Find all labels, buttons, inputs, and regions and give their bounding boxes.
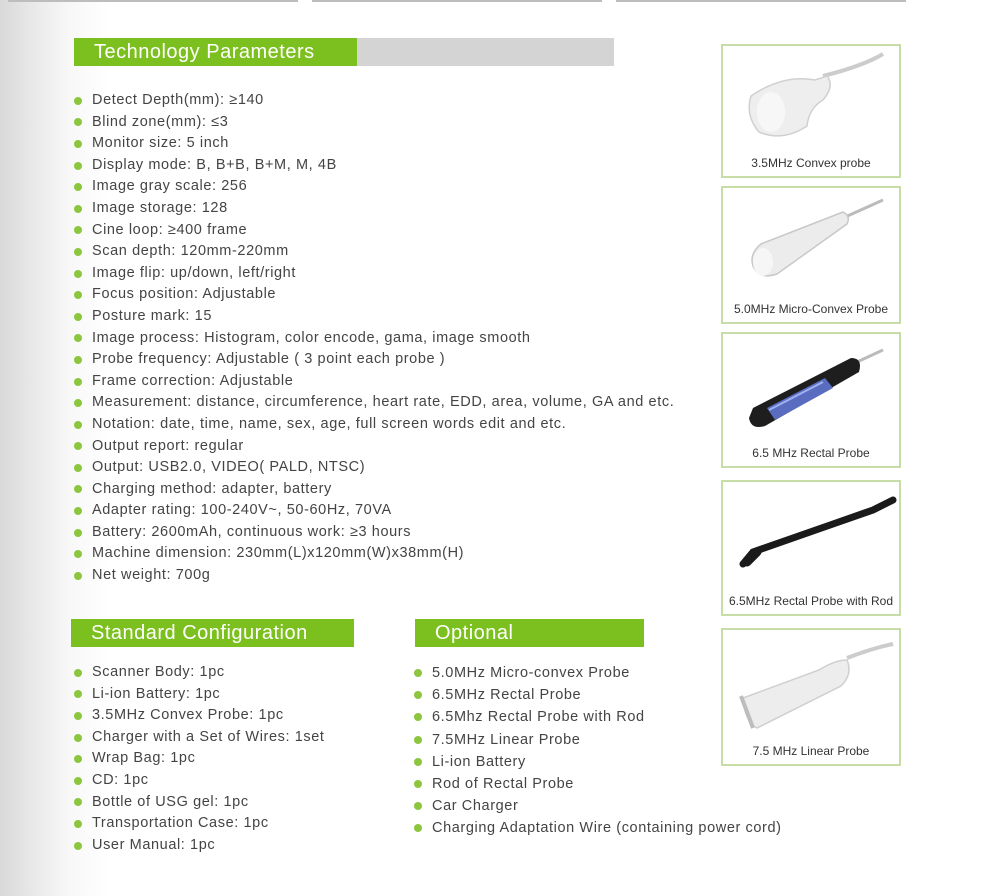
list-item-text: 6.5Mhz Rectal Probe with Rod	[432, 709, 645, 726]
list-item-text: 3.5MHz Convex Probe: 1pc	[92, 707, 284, 724]
optional-header	[415, 619, 644, 647]
list-item-text: Scan depth: 120mm-220mm	[92, 243, 289, 260]
list-item-text: 7.5MHz Linear Probe	[432, 731, 581, 748]
list-item-text: Charging method: adapter, battery	[92, 480, 332, 497]
bullet-icon	[414, 691, 422, 699]
list-item	[74, 543, 674, 565]
header-grey-bar	[357, 38, 614, 66]
list-item-text: CD: 1pc	[92, 771, 149, 788]
list-item	[74, 835, 325, 857]
bullet-icon	[74, 270, 82, 278]
list-item	[74, 522, 674, 544]
bullet-icon	[74, 248, 82, 256]
bullet-icon	[74, 442, 82, 450]
list-item-text: Image gray scale: 256	[92, 178, 248, 195]
list-item	[74, 133, 674, 155]
list-item-text: Monitor size: 5 inch	[92, 135, 229, 152]
list-item-text: Li-ion Battery: 1pc	[92, 685, 221, 702]
standard-list	[74, 662, 325, 856]
list-item	[74, 662, 325, 684]
bullet-icon	[414, 780, 422, 788]
bullet-icon	[74, 334, 82, 342]
list-item	[74, 198, 674, 220]
list-item	[74, 155, 674, 177]
bullet-icon	[74, 798, 82, 806]
probe-caption: 6.5 MHz Rectal Probe	[752, 446, 870, 460]
top-rule-right	[616, 0, 906, 2]
list-item-text: Adapter rating: 100-240V~, 50-60Hz, 70VA	[92, 502, 392, 519]
list-item-text: Output report: regular	[92, 437, 244, 454]
list-item	[414, 773, 782, 795]
list-item	[74, 705, 325, 727]
list-item	[74, 349, 674, 371]
list-item	[74, 176, 674, 198]
rectal-probe-rod-icon	[723, 482, 899, 592]
micro-convex-probe-icon	[723, 188, 899, 298]
header-title: Technology Parameters	[74, 38, 357, 66]
bullet-icon	[74, 529, 82, 537]
list-item-text: Blind zone(mm): ≤3	[92, 113, 229, 130]
bullet-icon	[74, 313, 82, 321]
list-item	[414, 817, 782, 839]
probe-card	[721, 332, 901, 468]
bullet-icon	[74, 572, 82, 580]
list-item-text: Posture mark: 15	[92, 307, 213, 324]
technology-parameters-header	[74, 38, 614, 66]
bullet-icon	[74, 755, 82, 763]
list-item-text: Wrap Bag: 1pc	[92, 750, 196, 767]
list-item-text: Focus position: Adjustable	[92, 286, 277, 303]
bullet-icon	[74, 118, 82, 126]
bullet-icon	[74, 485, 82, 493]
bullet-icon	[414, 713, 422, 721]
list-item-text: Transportation Case: 1pc	[92, 815, 269, 832]
list-item	[74, 263, 674, 285]
list-item-text: Charging Adaptation Wire (containing power cord)	[432, 820, 782, 837]
probe-card	[721, 628, 901, 766]
list-item-text: Notation: date, time, name, sex, age, full screen words edit and etc.	[92, 415, 567, 432]
list-item-text: Machine dimension: 230mm(L)x120mm(W)x38mm(H)	[92, 545, 465, 562]
bullet-icon	[74, 183, 82, 191]
bullet-icon	[74, 291, 82, 299]
bullet-icon	[74, 820, 82, 828]
list-item	[74, 479, 674, 501]
bullet-icon	[74, 690, 82, 698]
list-item	[74, 220, 674, 242]
probe-card	[721, 480, 901, 616]
list-item-text: User Manual: 1pc	[92, 836, 216, 853]
list-item-text: Car Charger	[432, 798, 519, 815]
list-item	[74, 306, 674, 328]
convex-probe-icon	[723, 46, 899, 156]
rectal-probe-icon	[723, 334, 899, 444]
list-item	[74, 457, 674, 479]
list-item-text: Image storage: 128	[92, 199, 228, 216]
bullet-icon	[414, 802, 422, 810]
list-item	[74, 90, 674, 112]
list-item	[74, 684, 325, 706]
list-item-text: 5.0MHz Micro-convex Probe	[432, 665, 630, 681]
bullet-icon	[74, 842, 82, 850]
list-item-text: Net weight: 700g	[92, 567, 211, 584]
list-item-text: Measurement: distance, circumference, heart rate, EDD, area, volume, GA and etc.	[92, 394, 675, 411]
list-item-text: Li-ion Battery	[432, 753, 526, 770]
list-item	[74, 500, 674, 522]
list-item	[74, 328, 674, 350]
top-rule-left	[8, 0, 298, 2]
list-item-text: Cine loop: ≥400 frame	[92, 221, 248, 238]
bullet-icon	[74, 550, 82, 558]
list-item-text: Battery: 2600mAh, continuous work: ≥3 hours	[92, 523, 412, 540]
list-item-text: Probe frequency: Adjustable ( 3 point each probe )	[92, 351, 446, 368]
bullet-icon	[74, 140, 82, 148]
probe-card	[721, 186, 901, 324]
probe-caption: 3.5MHz Convex probe	[751, 156, 871, 170]
list-item	[74, 792, 325, 814]
probe-caption: 6.5MHz Rectal Probe with Rod	[728, 594, 894, 608]
bullet-icon	[74, 162, 82, 170]
list-item	[74, 112, 674, 134]
probe-caption: 7.5 MHz Linear Probe	[752, 744, 870, 758]
header-title: Standard Configuration	[71, 619, 354, 647]
list-item	[74, 565, 674, 587]
bullet-icon	[74, 205, 82, 213]
bullet-icon	[74, 378, 82, 386]
standard-configuration-header	[71, 619, 354, 647]
bullet-icon	[74, 399, 82, 407]
bullet-icon	[74, 669, 82, 677]
bullet-icon	[414, 758, 422, 766]
list-item	[74, 414, 674, 436]
probe-caption: 5.0MHz Micro-Convex Probe	[733, 302, 889, 316]
bullet-icon	[74, 226, 82, 234]
bullet-icon	[414, 669, 422, 677]
list-item	[74, 770, 325, 792]
list-item	[74, 241, 674, 263]
bullet-icon	[414, 736, 422, 744]
bullet-icon	[414, 824, 422, 832]
list-item-text: Image flip: up/down, left/right	[92, 264, 296, 281]
list-item-text: Charger with a Set of Wires: 1set	[92, 728, 325, 745]
list-item	[414, 795, 782, 817]
bullet-icon	[74, 421, 82, 429]
list-item-text: Output: USB2.0, VIDEO( PALD, NTSC)	[92, 459, 366, 476]
bullet-icon	[74, 97, 82, 105]
bullet-icon	[74, 777, 82, 785]
top-rule-middle	[312, 0, 602, 2]
list-item-text: 6.5MHz Rectal Probe	[432, 687, 582, 704]
list-item-text: Frame correction: Adjustable	[92, 372, 294, 389]
bullet-icon	[74, 464, 82, 472]
bullet-icon	[74, 734, 82, 742]
header-title: Optional	[415, 619, 644, 647]
bullet-icon	[74, 356, 82, 364]
list-item-text: Detect Depth(mm): ≥140	[92, 92, 264, 108]
list-item	[74, 284, 674, 306]
list-item-text: Display mode: B, B+B, B+M, M, 4B	[92, 156, 337, 173]
list-item	[74, 727, 325, 749]
probe-card	[721, 44, 901, 178]
list-item	[74, 813, 325, 835]
list-item	[74, 371, 674, 393]
technology-list	[74, 90, 674, 587]
list-item	[74, 392, 674, 414]
list-item-text: Bottle of USG gel: 1pc	[92, 793, 249, 810]
list-item	[74, 748, 325, 770]
list-item-text: Rod of Rectal Probe	[432, 775, 574, 792]
bullet-icon	[74, 507, 82, 515]
list-item-text: Scanner Body: 1pc	[92, 664, 225, 680]
list-item-text: Image process: Histogram, color encode, gama, image smooth	[92, 329, 531, 346]
bullet-icon	[74, 712, 82, 720]
linear-probe-icon	[723, 630, 899, 740]
list-item	[74, 436, 674, 458]
